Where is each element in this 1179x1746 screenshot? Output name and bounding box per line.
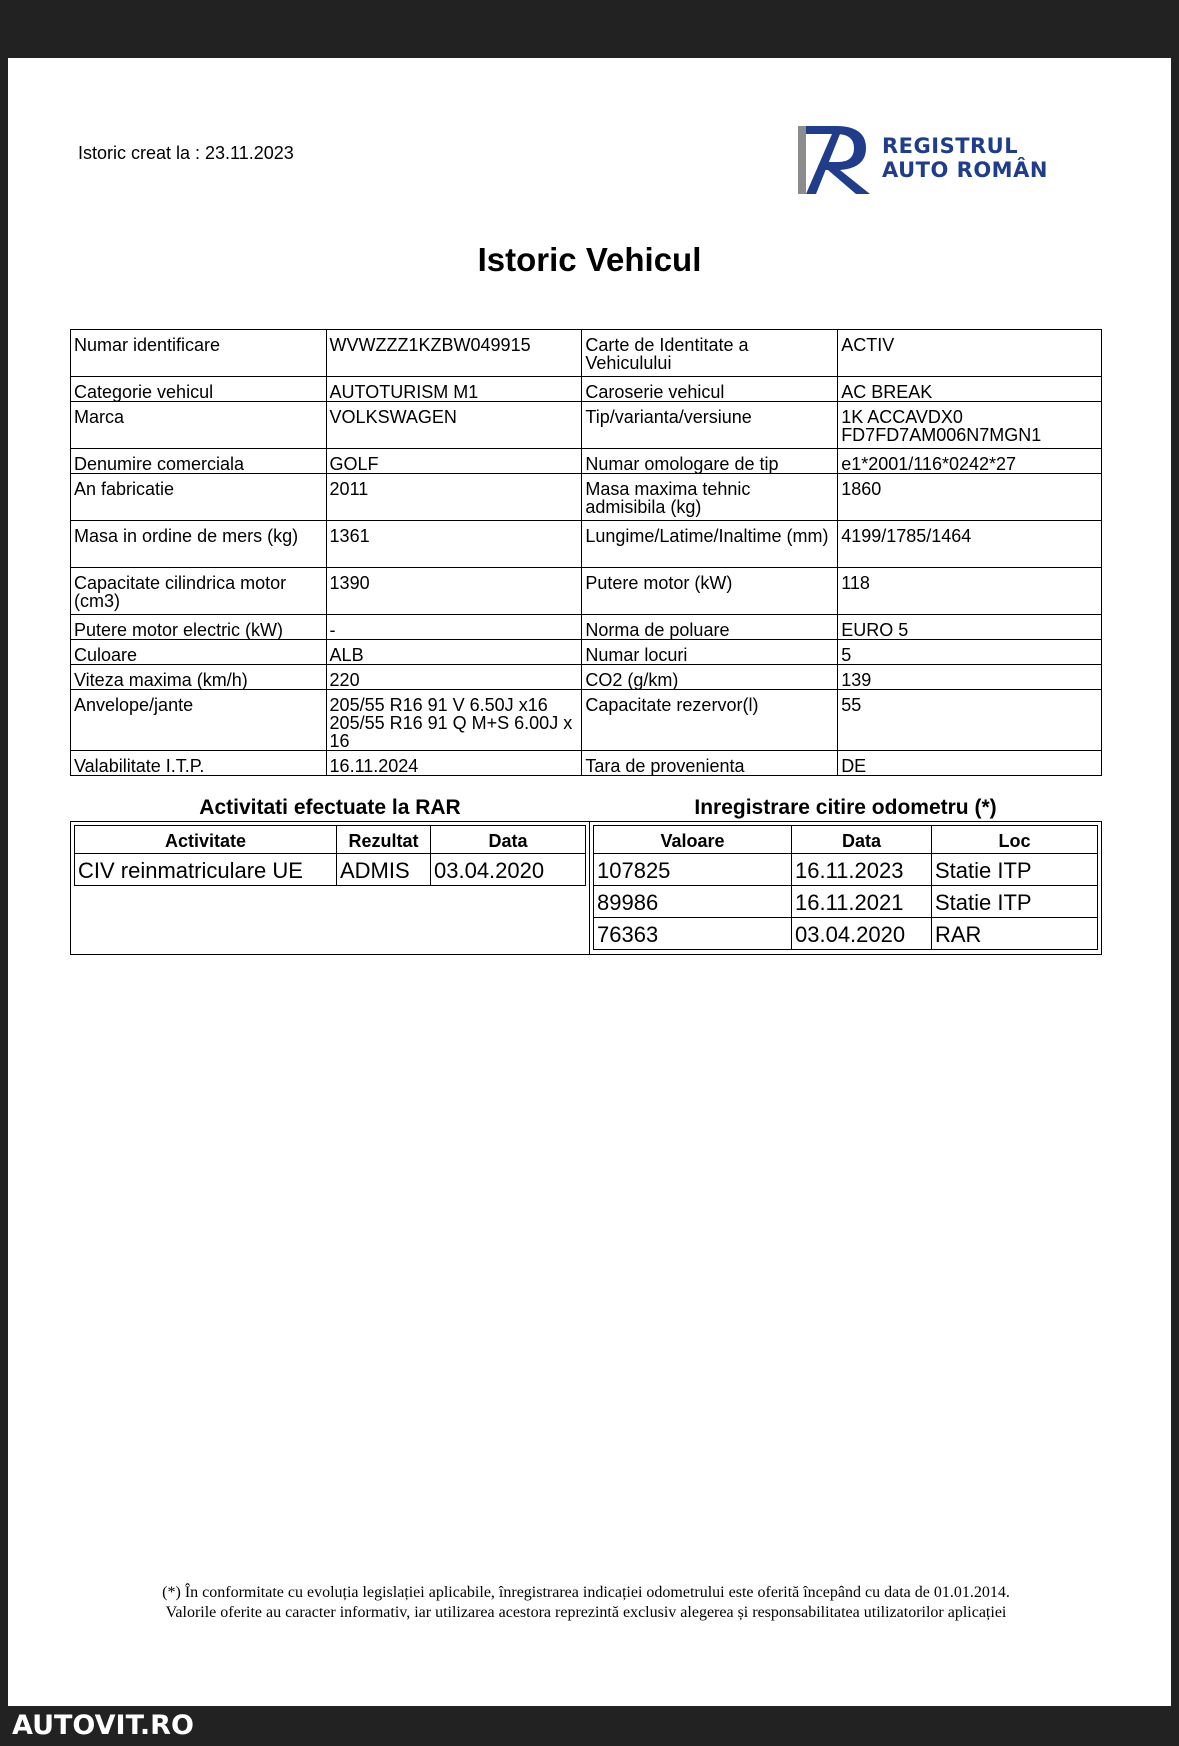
odometer-value: 76363 bbox=[594, 918, 792, 950]
footnote-line-1: (*) În conformitate cu evoluția legislației aplicabile, înregistrarea indicației odometrului este oferită începând cu data de 01.01.2014. bbox=[162, 1584, 1010, 1601]
vehicle-details-table bbox=[70, 329, 1102, 776]
table-row bbox=[594, 886, 1098, 918]
footnote-line-2: Valorile oferite au caracter informativ, iar utilizarea acestora reprezintă exclusiv alegerea și responsabilitatea utilizatorilor aplicației bbox=[165, 1604, 1007, 1621]
vehicle-label-left: Anvelope/jante bbox=[71, 690, 327, 751]
table-row bbox=[71, 521, 1102, 568]
table-row bbox=[594, 918, 1098, 950]
vehicle-value-right: 55 bbox=[838, 690, 1102, 751]
activity-date: 03.04.2020 bbox=[431, 854, 586, 886]
vehicle-label-right: Lungime/Latime/Inaltime (mm) bbox=[582, 521, 838, 568]
vehicle-label-left: An fabricatie bbox=[71, 474, 327, 521]
vehicle-label-right: Tip/varianta/versiune bbox=[582, 402, 838, 449]
activities-table bbox=[74, 825, 586, 886]
vehicle-label-left: Valabilitate I.T.P. bbox=[71, 751, 327, 776]
activities-box bbox=[70, 821, 590, 955]
vehicle-label-right: Putere motor (kW) bbox=[582, 568, 838, 615]
vehicle-label-left: Numar identificare bbox=[71, 330, 327, 377]
vehicle-value-right: AC BREAK bbox=[838, 377, 1102, 402]
odometer-date: 16.11.2021 bbox=[792, 886, 932, 918]
vehicle-label-left: Masa in ordine de mers (kg) bbox=[71, 521, 327, 568]
activities-header-data: Data bbox=[431, 826, 586, 854]
rar-logo-text bbox=[882, 134, 1048, 182]
table-row bbox=[71, 568, 1102, 615]
vehicle-value-left: 205/55 R16 91 V 6.50J x16 205/55 R16 91 Q M+S 6.00J x 16 bbox=[326, 690, 582, 751]
vehicle-value-right: 4199/1785/1464 bbox=[838, 521, 1102, 568]
vehicle-label-right: Capacitate rezervor(l) bbox=[582, 690, 838, 751]
activities-title: Activitati efectuate la RAR bbox=[199, 796, 461, 819]
odometer-date: 03.04.2020 bbox=[792, 918, 932, 950]
vehicle-label-left: Marca bbox=[71, 402, 327, 449]
table-row bbox=[71, 615, 1102, 640]
autovit-watermark: AUTOVIT.RO bbox=[12, 1710, 194, 1741]
vehicle-value-right: 5 bbox=[838, 640, 1102, 665]
table-row bbox=[71, 330, 1102, 377]
vehicle-value-left: 220 bbox=[326, 665, 582, 690]
vehicle-label-right: Masa maxima tehnic admisibila (kg) bbox=[582, 474, 838, 521]
vehicle-label-left: Capacitate cilindrica motor (cm3) bbox=[71, 568, 327, 615]
vehicle-value-right: DE bbox=[838, 751, 1102, 776]
vehicle-label-right: Caroserie vehicul bbox=[582, 377, 838, 402]
vehicle-label-right: Numar omologare de tip bbox=[582, 449, 838, 474]
odometer-value: 107825 bbox=[594, 854, 792, 886]
vehicle-value-left: 16.11.2024 bbox=[326, 751, 582, 776]
vehicle-value-left: 2011 bbox=[326, 474, 582, 521]
logo-line-1: REGISTRUL bbox=[882, 134, 1019, 158]
table-row bbox=[71, 377, 1102, 402]
table-row bbox=[71, 402, 1102, 449]
rar-logo-icon bbox=[796, 104, 882, 194]
vehicle-value-left: 1390 bbox=[326, 568, 582, 615]
activities-header-activitate: Activitate bbox=[75, 826, 337, 854]
table-row bbox=[75, 854, 586, 886]
table-row bbox=[71, 640, 1102, 665]
vehicle-value-right: 139 bbox=[838, 665, 1102, 690]
odometer-location: RAR bbox=[932, 918, 1098, 950]
vehicle-value-left: ALB bbox=[326, 640, 582, 665]
odometer-location: Statie ITP bbox=[932, 854, 1098, 886]
vehicle-label-right: Norma de poluare bbox=[582, 615, 838, 640]
table-row bbox=[594, 854, 1098, 886]
logo-line-2: AUTO ROMÂN bbox=[882, 158, 1048, 182]
activities-header-rezultat: Rezultat bbox=[337, 826, 431, 854]
vehicle-label-left: Categorie vehicul bbox=[71, 377, 327, 402]
vehicle-label-right: CO2 (g/km) bbox=[582, 665, 838, 690]
vehicle-value-left: GOLF bbox=[326, 449, 582, 474]
odometer-header-data: Data bbox=[792, 826, 932, 854]
vehicle-value-right: 1K ACCAVDX0 FD7FD7AM006N7MGN1 bbox=[838, 402, 1102, 449]
vehicle-value-left: - bbox=[326, 615, 582, 640]
activity-name: CIV reinmatriculare UE bbox=[75, 854, 337, 886]
vehicle-value-left: 1361 bbox=[326, 521, 582, 568]
odometer-date: 16.11.2023 bbox=[792, 854, 932, 886]
page-title: Istoric Vehicul bbox=[477, 241, 702, 278]
vehicle-value-right: EURO 5 bbox=[838, 615, 1102, 640]
odometer-value: 89986 bbox=[594, 886, 792, 918]
odometer-table bbox=[593, 825, 1098, 950]
vehicle-value-left: WVWZZZ1KZBW049915 bbox=[326, 330, 582, 377]
vehicle-label-right: Carte de Identitate a Vehiculului bbox=[582, 330, 838, 377]
vehicle-label-left: Putere motor electric (kW) bbox=[71, 615, 327, 640]
vehicle-value-right: e1*2001/116*0242*27 bbox=[838, 449, 1102, 474]
odometer-location: Statie ITP bbox=[932, 886, 1098, 918]
vehicle-value-right: ACTIV bbox=[838, 330, 1102, 377]
vehicle-value-left: VOLKSWAGEN bbox=[326, 402, 582, 449]
rar-logo bbox=[796, 104, 1056, 194]
vehicle-value-right: 1860 bbox=[838, 474, 1102, 521]
vehicle-label-right: Numar locuri bbox=[582, 640, 838, 665]
odometer-header-valoare: Valoare bbox=[594, 826, 792, 854]
vehicle-value-right: 118 bbox=[838, 568, 1102, 615]
vehicle-label-left: Viteza maxima (km/h) bbox=[71, 665, 327, 690]
footnote bbox=[70, 1583, 1102, 1623]
table-row bbox=[71, 751, 1102, 776]
table-row bbox=[71, 449, 1102, 474]
vehicle-label-left: Denumire comerciala bbox=[71, 449, 327, 474]
table-row bbox=[71, 665, 1102, 690]
activity-result: ADMIS bbox=[337, 854, 431, 886]
top-bar bbox=[0, 0, 1179, 58]
odometer-box bbox=[589, 821, 1102, 955]
odometer-header-loc: Loc bbox=[932, 826, 1098, 854]
vehicle-value-left: AUTOTURISM M1 bbox=[326, 377, 582, 402]
vehicle-label-left: Culoare bbox=[71, 640, 327, 665]
table-row bbox=[71, 690, 1102, 751]
vehicle-label-right: Tara de provenienta bbox=[582, 751, 838, 776]
odometer-title: Inregistrare citire odometru (*) bbox=[694, 796, 997, 819]
table-row bbox=[71, 474, 1102, 521]
created-date: Istoric creat la : 23.11.2023 bbox=[78, 143, 294, 163]
